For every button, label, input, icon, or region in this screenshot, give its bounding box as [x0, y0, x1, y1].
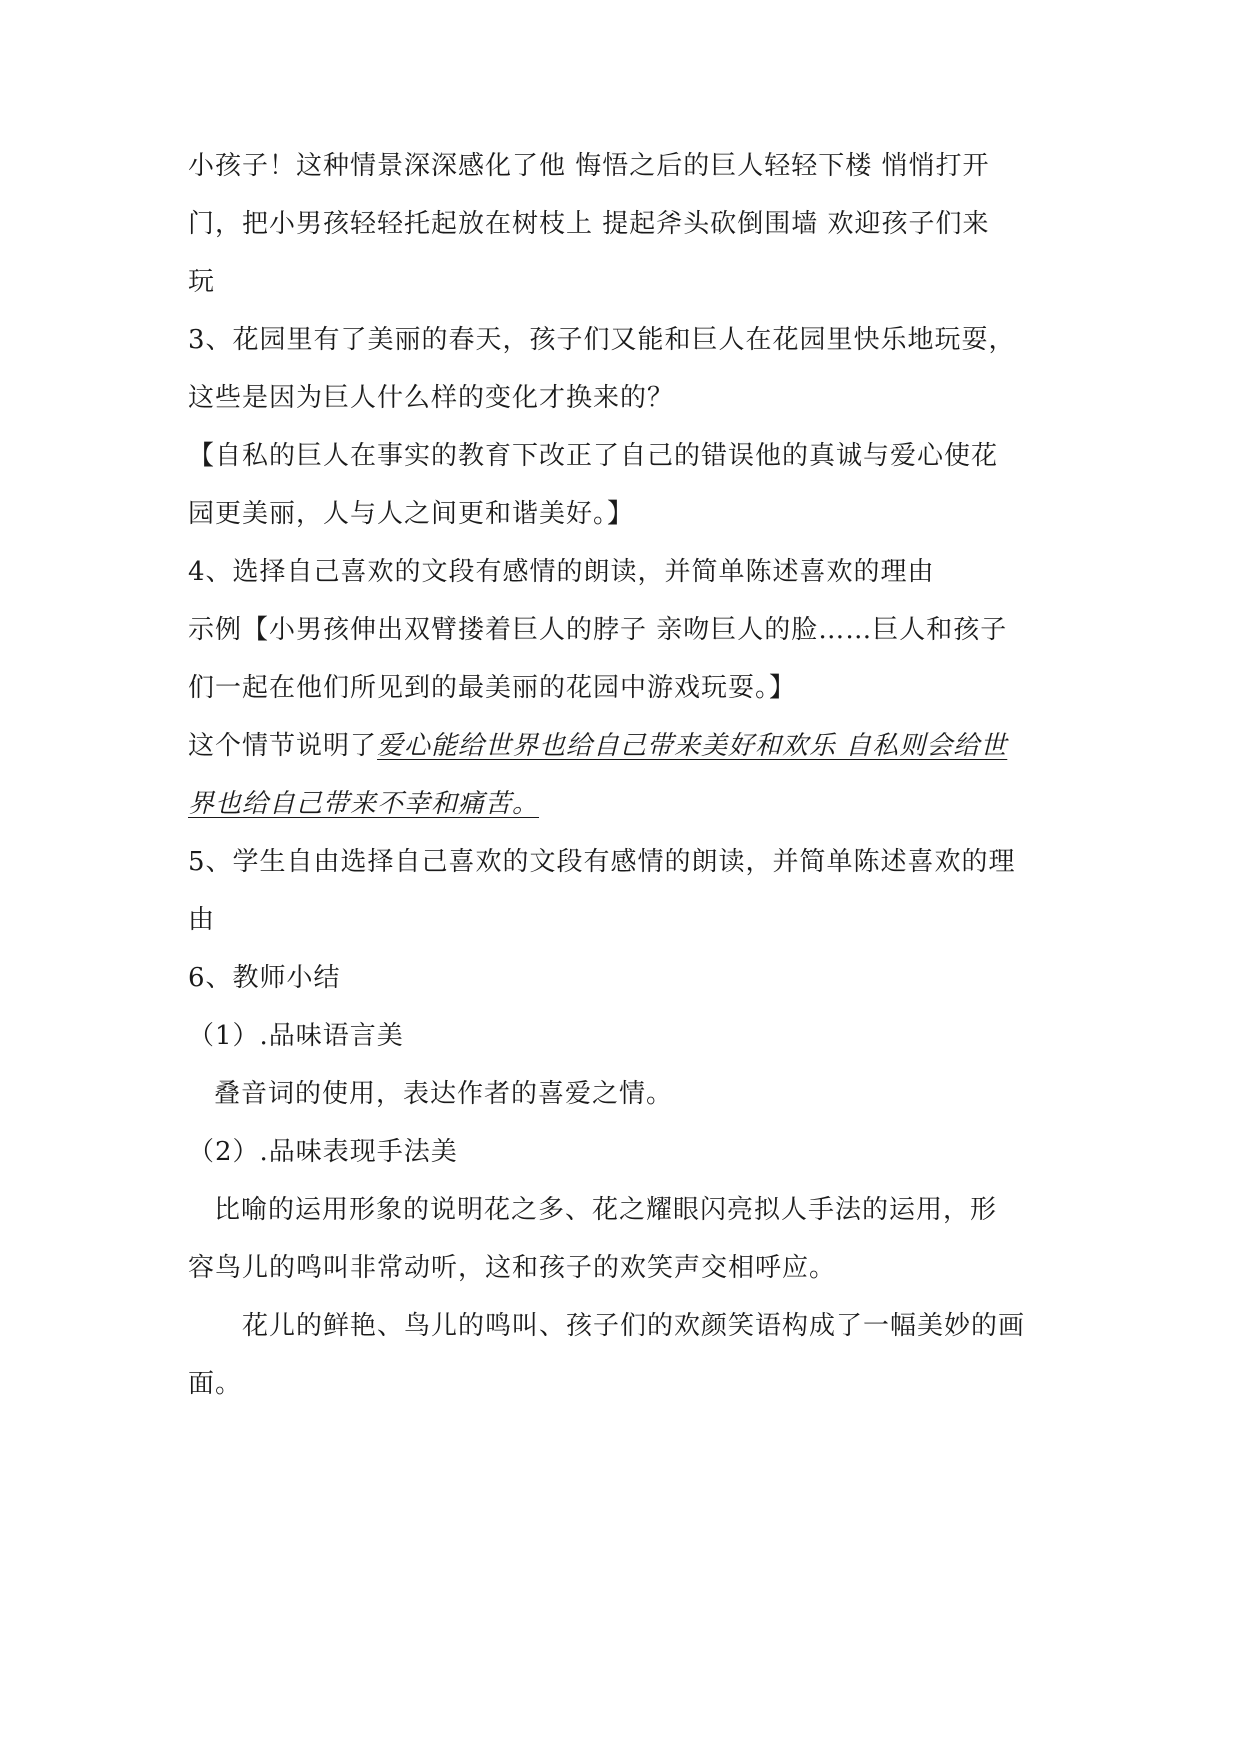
conclusion-prefix: 这个情节说明了 [188, 731, 378, 761]
conclusion-emphasis: 界也给自己带来不幸和痛苦。 [188, 789, 540, 819]
question-3-line: 这些是因为巨人什么样的变化才换来的？ [188, 383, 675, 413]
question-5-line: 由 [188, 905, 216, 935]
example-line: 们一起在他们所见到的最美丽的花园中游戏玩耍。】 [188, 673, 797, 703]
conclusion-line [188, 728, 1007, 764]
question-5-line: 5、学生自由选择自己喜欢的文段有感情的朗读，并简单陈述喜欢的理 [188, 847, 1016, 877]
paragraph-line: 容鸟儿的鸣叫非常动听，这和孩子的欢笑声交相呼应。 [188, 1253, 837, 1283]
conclusion-line [188, 786, 539, 822]
question-3-line: 3、花园里有了美丽的春天，孩子们又能和巨人在花园里快乐地玩耍， [188, 325, 1016, 355]
paragraph-line: 花儿的鲜艳、鸟儿的鸣叫、孩子们的欢颜笑语构成了一幅美妙的画 [242, 1311, 1026, 1341]
question-4-line: 4、选择自己喜欢的文段有感情的朗读，并简单陈述喜欢的理由 [188, 557, 935, 587]
conclusion-emphasis: 爱心能给世界也给自己带来美好和欢乐 自私则会给世 [377, 731, 1008, 761]
paragraph-line: 叠音词的使用，表达作者的喜爱之情。 [214, 1079, 674, 1109]
section-heading: 6、教师小结 [188, 963, 341, 993]
subsection-heading: （1）.品味语言美 [188, 1021, 404, 1051]
paragraph-line: 面。 [188, 1369, 243, 1399]
paragraph-line: 玩 [188, 267, 216, 297]
paragraph-line: 比喻的运用形象的说明花之多、花之耀眼闪亮拟人手法的运用，形 [214, 1195, 998, 1225]
answer-line: 园更美丽，人与人之间更和谐美好。】 [188, 499, 635, 529]
paragraph-line: 门，把小男孩轻轻托起放在树枝上 提起斧头砍倒围墙 欢迎孩子们来 [188, 209, 990, 239]
example-line: 示例【小男孩伸出双臂搂着巨人的脖子 亲吻巨人的脸……巨人和孩子 [188, 615, 1008, 645]
answer-line: 【自私的巨人在事实的教育下改正了自己的错误他的真诚与爱心使花 [188, 441, 999, 471]
paragraph-line: 小孩子！这种情景深深感化了他 悔悟之后的巨人轻轻下楼 悄悄打开 [188, 151, 990, 181]
subsection-heading: （2）.品味表现手法美 [188, 1137, 458, 1167]
